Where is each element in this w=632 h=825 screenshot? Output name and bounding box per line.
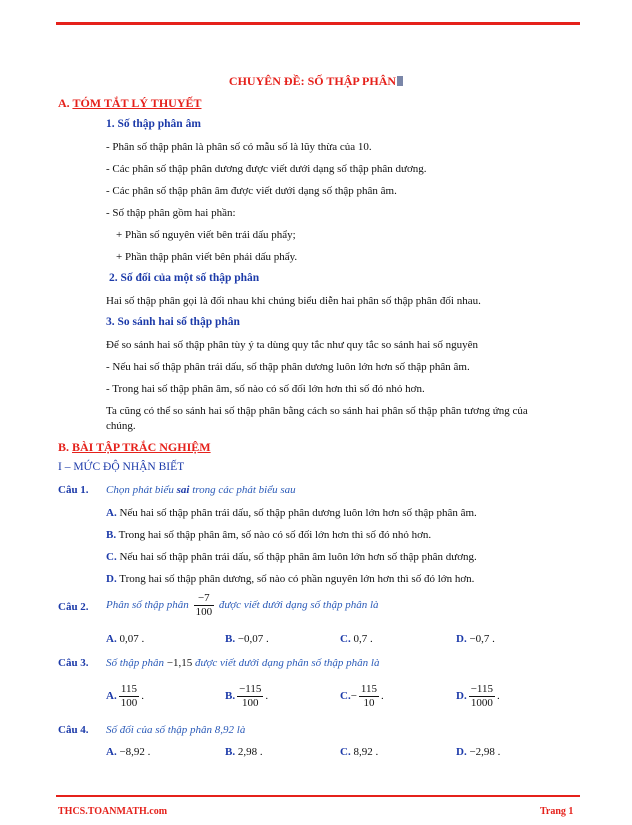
question-2-option-d[interactable]: D. −0,7 . xyxy=(456,633,495,645)
question-2-option-c[interactable]: C. 0,7 . xyxy=(340,633,373,645)
header-rule xyxy=(56,22,580,25)
question-3-label: Câu 3. xyxy=(58,657,89,669)
theory-line: Ta cũng có thể so sánh hai số thập phân bằng cách so sánh hai phân số thập phân tương ứng của xyxy=(106,405,528,417)
question-3-option-b[interactable]: B. $\frac{-115}{100}$ . xyxy=(225,683,269,709)
subheading-2: 2. Số đối của một số thập phân xyxy=(109,272,260,284)
question-2-text: Phân số thập phân $\frac{-7}{100}$ được viết dưới dạng số thập phân là xyxy=(106,592,379,618)
fraction: $\frac{115}{10}$ xyxy=(360,683,378,709)
section-a-heading: A. TÓM TẮT LÝ THUYẾT xyxy=(58,96,202,110)
question-4-option-b[interactable]: B. 2,98 . xyxy=(225,746,263,758)
question-2-option-b[interactable]: B. −0,07 . xyxy=(225,633,269,645)
theory-line: + Phần số nguyên viết bên trái dấu phẩy; xyxy=(116,229,296,241)
theory-line: - Số thập phân gồm hai phần: xyxy=(106,207,236,219)
theory-line: - Các phân số thập phân dương được viết dưới dạng số thập phân dương. xyxy=(106,163,427,175)
footer-page-number: Trang 1 xyxy=(540,806,574,817)
footer-rule xyxy=(56,795,580,797)
theory-line: - Nếu hai số thập phân trái dấu, số thập phân dương luôn lớn hơn số thập phân âm. xyxy=(106,361,470,373)
question-1-option-d[interactable]: D. Trong hai số thập phân dương, số nào có phần nguyên lớn hơn thì số đó lớn hơn. xyxy=(106,573,475,585)
theory-line: chúng. xyxy=(106,420,136,432)
footer-site-link[interactable]: THCS.TOANMATH.com xyxy=(58,806,168,817)
text-cursor-icon xyxy=(397,76,403,86)
question-4-option-a[interactable]: A. −8,92 . xyxy=(106,746,151,758)
subheading-3: 3. So sánh hai số thập phân xyxy=(106,316,240,328)
question-3-option-a[interactable]: A. $\frac{115}{100}$ . xyxy=(106,683,144,709)
theory-line: - Trong hai số thập phân âm, số nào có số đối lớn hơn thì số đó nhỏ hơn. xyxy=(106,383,425,395)
fraction: $\frac{-115}{100}$ xyxy=(239,683,262,709)
level-heading: I – MỨC ĐỘ NHẬN BIẾT xyxy=(58,461,185,473)
subheading-1: 1. Số thập phân âm xyxy=(106,118,201,130)
decimal-value: −1,15 xyxy=(166,657,193,669)
question-2-label: Câu 2. xyxy=(58,601,89,613)
question-1-label: Câu 1. xyxy=(58,484,89,496)
theory-line: + Phần thập phân viết bên phải dấu phẩy. xyxy=(116,251,298,263)
fraction: $\frac{-115}{1000}$ xyxy=(470,683,493,709)
question-1-option-a[interactable]: A. Nếu hai số thập phân trái dấu, số thập phân dương luôn lớn hơn số thập phân âm. xyxy=(106,507,477,519)
section-b-heading: B. BÀI TẬP TRẮC NGHIỆM xyxy=(58,440,211,454)
fraction: $\frac{115}{100}$ xyxy=(120,683,138,709)
question-3-text: Số thập phân −1,15 được viết dưới dạng phân số thập phân là xyxy=(106,657,380,669)
question-3-option-d[interactable]: D. $\frac{-115}{1000}$ . xyxy=(456,683,500,709)
page-title: CHUYÊN ĐỀ: SỐ THẬP PHÂN xyxy=(0,74,632,89)
question-4-option-d[interactable]: D. −2,98 . xyxy=(456,746,501,758)
theory-line: - Phân số thập phân là phân số có mẫu số là lũy thừa của 10. xyxy=(106,141,372,153)
question-3-option-c[interactable]: C.− $\frac{115}{10}$ . xyxy=(340,683,384,709)
question-4-text: Số đối của số thập phân 8,92 là xyxy=(106,724,246,736)
question-4-option-c[interactable]: C. 8,92 . xyxy=(340,746,379,758)
fraction: $\frac{-7}{100}$ xyxy=(195,592,213,618)
theory-line: - Các phân số thập phân âm được viết dưới dạng số thập phân âm. xyxy=(106,185,397,197)
theory-line: Hai số thập phân gọi là đối nhau khi chúng biểu diễn hai phân số thập phân đối nhau. xyxy=(106,295,481,307)
theory-line: Để so sánh hai số thập phân tùy ý ta dùng quy tắc như quy tắc so sánh hai số nguyên xyxy=(106,339,478,351)
question-1-option-c[interactable]: C. Nếu hai số thập phân trái dấu, số thập phân âm luôn lớn hơn số thập phân dương. xyxy=(106,551,477,563)
question-1-text: Chọn phát biểu sai trong các phát biểu sau xyxy=(106,484,296,496)
question-2-option-a[interactable]: A. 0,07 . xyxy=(106,633,145,645)
question-1-option-b[interactable]: B. Trong hai số thập phân âm, số nào có số đối lớn hơn thì số đó nhỏ hơn. xyxy=(106,529,432,541)
question-4-label: Câu 4. xyxy=(58,724,89,736)
